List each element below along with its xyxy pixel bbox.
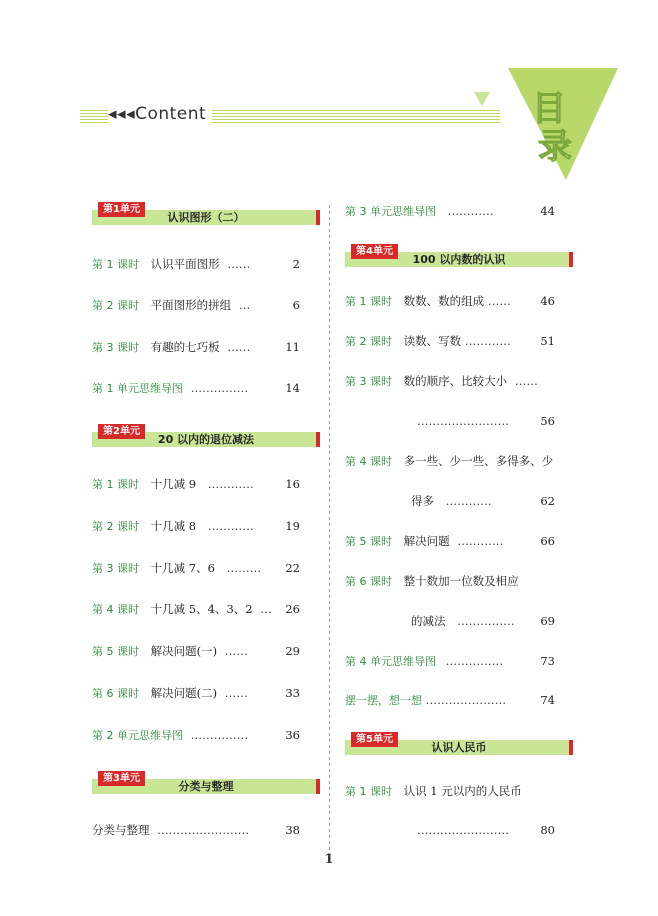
unit-1-tag: 第1单元 — [98, 202, 145, 217]
toc-entry[interactable]: 第 3 课时 有趣的七巧板 …… 11 — [92, 340, 300, 354]
toc-entry[interactable]: 分类与整理 …………………… 38 — [92, 823, 300, 837]
content-heading: ◂◂◂Content — [108, 104, 212, 124]
toc-entry-unit-map[interactable]: 第 3 单元思维导图 ………… 44 — [345, 204, 555, 218]
toc-entry-activity[interactable]: 摆一摆，想一想 ………………… 74 — [345, 693, 555, 707]
toc-entry[interactable]: 第 6 课时 整十数加一位数及相应 — [345, 574, 519, 588]
unit-4-banner — [345, 248, 573, 270]
toc-entry[interactable]: 第 1 课时 数数、数的组成 …… 46 — [345, 294, 555, 308]
unit-1-banner — [92, 206, 320, 228]
unit-2-banner — [92, 428, 320, 450]
toc-entry[interactable]: 第 2 课时 平面图形的拼组 … 6 — [92, 298, 300, 312]
unit-5-banner — [345, 736, 573, 758]
toc-entry-unit-map[interactable]: 第 2 单元思维导图 …………… 36 — [92, 728, 300, 742]
unit-5-title: 认识人民币 — [431, 741, 487, 754]
toc-entry[interactable]: 第 5 课时 解决问题(一) …… 29 — [92, 644, 300, 658]
mulu-text — [0, 0, 1, 1]
unit-4-tag: 第4单元 — [351, 244, 398, 259]
unit-2-title: 20 以内的退位减法 — [157, 433, 255, 446]
unit-5-tag: 第5单元 — [351, 732, 398, 747]
toc-entry-continuation[interactable]: 得多 ………… 62 — [411, 494, 555, 508]
toc-entry[interactable]: 第 4 课时 十几减 5、4、3、2 … 26 — [92, 602, 300, 616]
column-divider — [329, 205, 330, 850]
mulu-char-2: 录 — [538, 127, 572, 167]
toc-entry-unit-map[interactable]: 第 4 单元思维导图 …………… 73 — [345, 654, 555, 668]
toc-entry-continuation[interactable]: …………………… 56 — [417, 414, 555, 428]
mulu-char-1: 目 — [532, 89, 566, 129]
toc-entry[interactable]: 第 3 课时 数的顺序、比较大小 …… — [345, 374, 538, 388]
toc-entry[interactable]: 第 1 课时 认识平面图形 …… 2 — [92, 257, 300, 271]
toc-entry[interactable]: 第 2 课时 十几减 8 ………… 19 — [92, 519, 300, 533]
toc-entry[interactable]: 第 3 课时 十几减 7、6 ……… 22 — [92, 561, 300, 575]
toc-entry[interactable]: 第 4 课时 多一些、少一些、多得多、少 — [345, 454, 554, 468]
toc-entry-continuation[interactable]: 的减法 …………… 69 — [411, 614, 555, 628]
page-number: 1 — [324, 852, 334, 867]
toc-entry[interactable]: 第 2 课时 读数、写数 ………… 51 — [345, 334, 555, 348]
unit-2-tag: 第2单元 — [98, 424, 145, 439]
toc-entry[interactable]: 第 5 课时 解决问题 ………… 66 — [345, 534, 555, 548]
emblem-small-triangle — [474, 92, 490, 106]
mulu-emblem — [470, 62, 620, 182]
toc-entry[interactable]: 第 1 课时 认识 1 元以内的人民币 — [345, 784, 522, 798]
toc-entry-continuation[interactable]: …………………… 80 — [417, 823, 555, 837]
toc-entry[interactable]: 第 1 课时 十几减 9 ………… 16 — [92, 477, 300, 491]
unit-3-banner — [92, 775, 320, 797]
unit-3-tag: 第3单元 — [98, 771, 145, 786]
toc-entry-unit-map[interactable]: 第 1 单元思维导图 …………… 14 — [92, 381, 300, 395]
unit-4-title: 100 以内数的认识 — [412, 253, 506, 266]
unit-1-title: 认识图形（二） — [167, 211, 245, 224]
toc-entry[interactable]: 第 6 课时 解决问题(二) …… 33 — [92, 686, 300, 700]
unit-3-title: 分类与整理 — [178, 780, 234, 793]
